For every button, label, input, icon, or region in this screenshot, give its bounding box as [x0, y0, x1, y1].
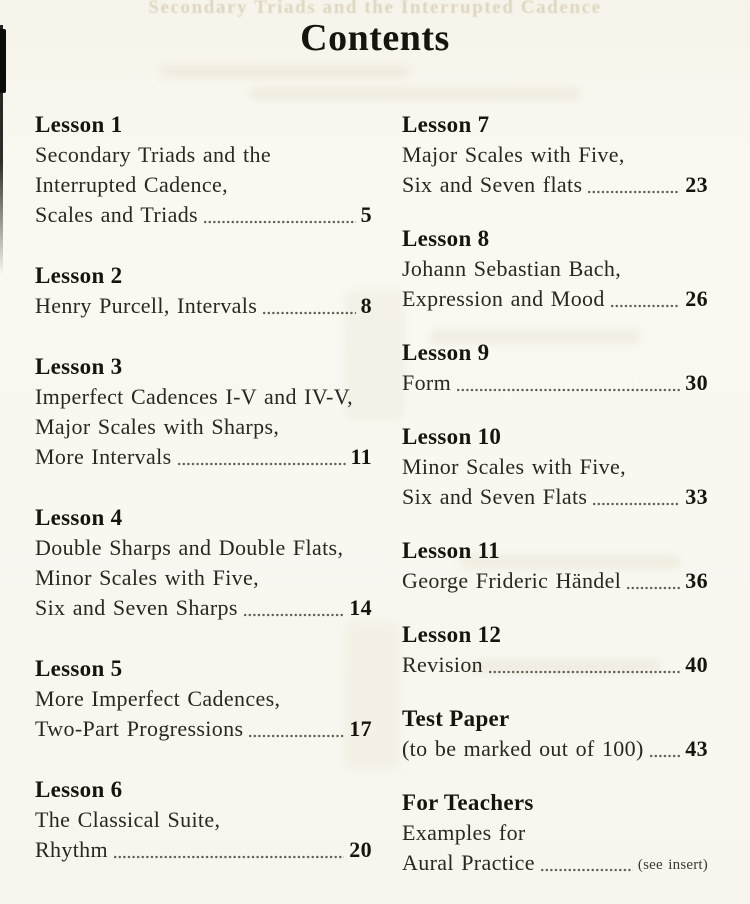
toc-body-line: Johann Sebastian Bach, — [402, 256, 622, 281]
page-number: 26 — [685, 286, 708, 311]
toc-entry-line — [402, 368, 708, 398]
lesson-heading: Lesson 3 — [35, 354, 123, 379]
bleedthrough-smudge — [160, 66, 410, 78]
lesson-heading: Lesson 9 — [402, 340, 490, 365]
toc-section — [35, 503, 372, 623]
toc-entry-title: Aural Practice — [402, 850, 535, 875]
dot-leader — [263, 311, 355, 315]
toc-body-line: Imperfect Cadences I-V and IV-V, — [35, 384, 353, 409]
page-number: 14 — [349, 595, 372, 620]
toc-entry-line — [35, 291, 372, 321]
toc-section — [35, 654, 372, 744]
toc-entry-title: Six and Seven flats — [402, 172, 583, 197]
toc-entry-title: Two-Part Progressions — [35, 716, 244, 741]
page-number: 8 — [360, 293, 372, 318]
page-number: 40 — [685, 652, 708, 677]
toc-section — [402, 110, 708, 200]
toc-section — [402, 536, 708, 596]
dot-leader — [204, 220, 356, 224]
toc-body-line: Major Scales with Sharps, — [35, 414, 280, 439]
toc-entry-title: George Frideric Händel — [402, 568, 622, 593]
toc-entry-line — [35, 442, 372, 472]
toc-entry-line — [402, 650, 708, 680]
toc-entry-title: Expression and Mood — [402, 286, 605, 311]
toc-entry-title: Form — [402, 370, 452, 395]
toc-body-line: Secondary Triads and the — [35, 142, 271, 167]
toc-entry-line — [402, 566, 708, 596]
toc-body-line: Minor Scales with Five, — [35, 565, 259, 590]
lesson-heading: Lesson 12 — [402, 622, 502, 647]
page-number: 20 — [349, 837, 372, 862]
toc-body-line: Examples for — [402, 820, 526, 845]
lesson-heading: Lesson 2 — [35, 263, 123, 288]
scan-edge-mark — [0, 29, 6, 93]
toc-entry-line — [35, 835, 372, 865]
page-title: Contents — [300, 17, 450, 59]
toc-entry-title: Scales and Triads — [35, 202, 198, 227]
toc-section — [402, 620, 708, 680]
lesson-heading: Lesson 1 — [35, 112, 123, 137]
page-number: 11 — [350, 444, 372, 469]
dot-leader — [650, 754, 681, 758]
toc-entry-line — [402, 734, 708, 764]
page-number: 23 — [685, 172, 708, 197]
lesson-heading: For Teachers — [402, 790, 534, 815]
dot-leader — [593, 502, 680, 506]
toc-body-line: Double Sharps and Double Flats, — [35, 535, 344, 560]
page-number: 36 — [685, 568, 708, 593]
toc-section — [402, 422, 708, 512]
lesson-heading: Lesson 4 — [35, 505, 123, 530]
lesson-heading: Lesson 7 — [402, 112, 490, 137]
lesson-heading: Lesson 5 — [35, 656, 123, 681]
lesson-heading: Lesson 8 — [402, 226, 490, 251]
lesson-heading: Lesson 6 — [35, 777, 123, 802]
toc-body-line: More Imperfect Cadences, — [35, 686, 281, 711]
dot-leader — [611, 304, 681, 308]
toc-section — [402, 788, 708, 878]
toc-entry-title: Revision — [402, 652, 484, 677]
toc-section — [402, 704, 708, 764]
toc-section — [35, 775, 372, 865]
toc-section — [35, 261, 372, 321]
toc-entry-title: Six and Seven Flats — [402, 484, 588, 509]
toc-entry-line — [35, 714, 372, 744]
toc-body-line: Major Scales with Five, — [402, 142, 625, 167]
dot-leader — [541, 868, 633, 872]
page-number: 30 — [685, 370, 708, 395]
dot-leader — [588, 190, 680, 194]
toc-columns — [0, 110, 750, 878]
toc-entry-title: (to be marked out of 100) — [402, 736, 644, 761]
toc-column-right — [402, 110, 708, 878]
lesson-heading: Lesson 11 — [402, 538, 500, 563]
toc-entry-line — [402, 170, 708, 200]
page-number: (see insert) — [637, 857, 708, 873]
dot-leader — [114, 855, 344, 859]
dot-leader — [249, 734, 344, 738]
toc-entry-line — [402, 284, 708, 314]
bleedthrough-smudge — [250, 88, 580, 100]
page-number: 33 — [685, 484, 708, 509]
bleedthrough-header-text: Secondary Triads and the Interrupted Cadence — [148, 0, 602, 18]
toc-entry-line — [35, 593, 372, 623]
page-number: 43 — [685, 736, 708, 761]
page-number: 17 — [349, 716, 372, 741]
toc-entry-line — [402, 482, 708, 512]
toc-entry-line — [35, 200, 372, 230]
toc-entry-title: More Intervals — [35, 444, 172, 469]
toc-column-left — [35, 110, 372, 878]
lesson-heading: Test Paper — [402, 706, 510, 731]
toc-entry-line — [402, 848, 708, 878]
lesson-heading: Lesson 10 — [402, 424, 502, 449]
toc-entry-title: Six and Seven Sharps — [35, 595, 238, 620]
toc-body-line: Interrupted Cadence, — [35, 172, 228, 197]
page-number: 5 — [360, 202, 372, 227]
dot-leader — [457, 388, 680, 392]
toc-body-line: The Classical Suite, — [35, 807, 221, 832]
toc-entry-title: Rhythm — [35, 837, 108, 862]
dot-leader — [178, 462, 346, 466]
dot-leader — [489, 670, 680, 674]
dot-leader — [244, 613, 345, 617]
toc-section — [35, 352, 372, 472]
toc-section — [402, 224, 708, 314]
toc-section — [35, 110, 372, 230]
dot-leader — [627, 586, 680, 590]
toc-entry-title: Henry Purcell, Intervals — [35, 293, 258, 318]
toc-section — [402, 338, 708, 398]
toc-body-line: Minor Scales with Five, — [402, 454, 626, 479]
